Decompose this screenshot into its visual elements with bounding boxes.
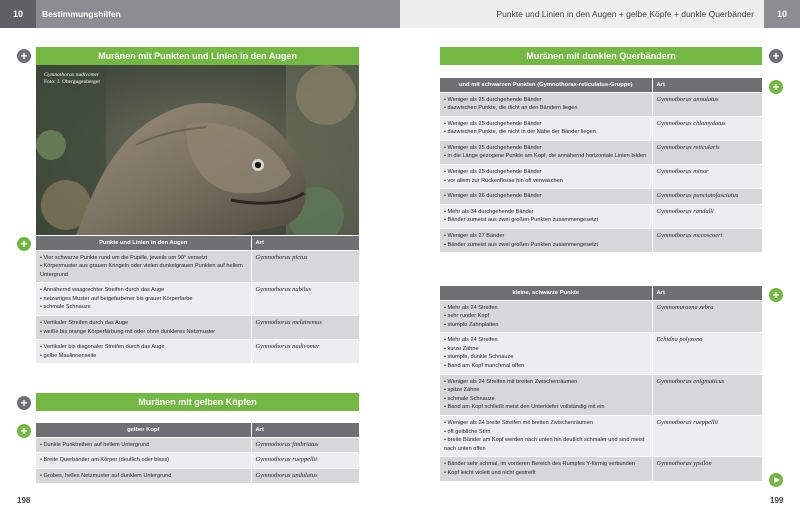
species-name: Gymnothorax nudivomer bbox=[251, 340, 359, 364]
species-name: Gymnothorax rueppellii bbox=[652, 416, 762, 457]
species-name: Gymnothorax ypsilon bbox=[652, 457, 762, 481]
left-header bbox=[0, 0, 400, 28]
column-header-species: Art bbox=[251, 423, 359, 437]
table-body bbox=[36, 437, 359, 483]
feature-item: • breite Bänder am Kopf werden nach unten hin deutlich schmaler und sind meist nach unten offen bbox=[444, 436, 648, 453]
feature-cell bbox=[440, 229, 652, 253]
feature-item: • gelbe Maulinnenseite bbox=[40, 352, 247, 361]
feature-item: • Weniger als 27 Bänder bbox=[444, 232, 648, 241]
left-page-number: 198 bbox=[17, 496, 31, 505]
feature-list bbox=[40, 286, 247, 312]
feature-item: • Mehr als 24 Streifen bbox=[444, 304, 648, 313]
feature-item: • sehr runder Kopf bbox=[444, 312, 648, 321]
species-name: Echidna polyzona bbox=[652, 333, 762, 374]
species-name: Gymnothorax chlamydatus bbox=[652, 116, 762, 140]
feature-item: • Weniger als 25 durchgehende Bänder bbox=[444, 96, 648, 105]
species-name: Gymnothorax randalli bbox=[652, 204, 762, 228]
feature-item: • Mehr als 34 durchgehende Bänder bbox=[444, 208, 648, 217]
feature-item: • Bänder zumeist aus zwei großen Punkten zusammengesetzt bbox=[444, 216, 648, 225]
bands-with-dots-table bbox=[440, 78, 763, 252]
photo-caption bbox=[44, 72, 100, 86]
feature-item: • Breite Querbänder am Körper (deutlich oder blass) bbox=[40, 456, 247, 465]
feature-list bbox=[40, 254, 247, 280]
feature-cell bbox=[440, 92, 652, 116]
table-row bbox=[36, 453, 359, 469]
table-row bbox=[440, 229, 762, 253]
table-row bbox=[440, 140, 762, 164]
feature-cell bbox=[36, 250, 251, 283]
photo-caption-credit: Foto: J. Obergugenberger bbox=[44, 79, 101, 85]
species-name: Gymnothorax fimbriatus bbox=[251, 437, 359, 453]
next-page-icon[interactable] bbox=[769, 473, 783, 487]
expand-plus-icon[interactable]: + bbox=[769, 80, 783, 94]
right-header-title: Punkte und Linien in den Augen + gelbe Köpfe + dunkle Querbänder bbox=[496, 9, 754, 19]
eye-markings-table bbox=[36, 236, 360, 363]
feature-item: • weiße bis orange Körperfärbung mit oder ohne dunkleres Netzmuster bbox=[40, 328, 247, 337]
species-name: Gymnothorax rueppellii bbox=[251, 453, 359, 469]
feature-list bbox=[444, 232, 648, 249]
feature-item: • Weniger als 24 Streifen mit breiten Zwischenräumen bbox=[444, 378, 648, 387]
feature-cell bbox=[440, 374, 652, 415]
feature-cell bbox=[36, 340, 251, 364]
feature-list bbox=[444, 144, 648, 161]
section-banner-yellow-heads: Muränen mit gelben Köpfen bbox=[36, 393, 359, 411]
feature-item: • stumpfe Zahnplatten bbox=[444, 321, 648, 330]
table-body bbox=[36, 250, 359, 363]
small-black-dots-table bbox=[440, 286, 763, 481]
left-chapter-number: 10 bbox=[0, 0, 36, 28]
expand-plus-icon[interactable]: + bbox=[17, 237, 31, 251]
feature-item: • Band am Kopf manchmal offen bbox=[444, 362, 648, 371]
feature-cell bbox=[440, 300, 652, 333]
feature-cell bbox=[440, 416, 652, 457]
table-row bbox=[36, 468, 359, 483]
feature-item: • Weniger als 25 durchgehende Bänder bbox=[444, 144, 648, 153]
right-chapter-number: 10 bbox=[764, 0, 800, 28]
feature-list bbox=[444, 336, 648, 370]
feature-item: • dazwischen Punkte, die nicht in der Nähe der Bänder liegen bbox=[444, 128, 648, 137]
species-name: Gymnothorax undulatus bbox=[251, 468, 359, 483]
feature-cell bbox=[36, 316, 251, 340]
species-name: Gymnothorax nubilus bbox=[251, 283, 359, 316]
table-row bbox=[36, 283, 359, 316]
feature-item: • Band am Kopf schließt meist den Unterkiefer vollständig mit ein bbox=[444, 403, 648, 412]
table-row bbox=[36, 340, 359, 364]
yellow-head-table bbox=[36, 423, 360, 483]
feature-item: • oft gelbliche Stirn bbox=[444, 428, 648, 437]
column-header-species: Art bbox=[251, 236, 359, 250]
feature-list bbox=[40, 319, 247, 336]
feature-item: • Weniger als 25 durchgehende Bänder bbox=[444, 168, 648, 177]
feature-item: • stumpfe, dunkle Schnauze bbox=[444, 353, 648, 362]
feature-list bbox=[444, 304, 648, 330]
feature-item: • Vertikaler Streifen durch das Auge bbox=[40, 319, 247, 328]
table-row bbox=[440, 416, 762, 457]
left-header-title: Bestimmungshilfen bbox=[42, 9, 121, 19]
table-row bbox=[440, 457, 762, 481]
feature-list bbox=[444, 460, 648, 477]
feature-item: • Grobes, helles Netzmuster auf dunklem Untergrund bbox=[40, 472, 247, 481]
species-name: Gymnothorax mccoscoeri bbox=[652, 229, 762, 253]
table-body bbox=[440, 92, 762, 252]
column-header-species: Art bbox=[652, 286, 762, 300]
feature-cell bbox=[440, 165, 652, 189]
species-name: Gymnothorax reticularis bbox=[652, 140, 762, 164]
species-name: Gymnothorax annulatus bbox=[652, 92, 762, 116]
feature-cell bbox=[440, 189, 652, 205]
feature-list bbox=[444, 96, 648, 113]
feature-item: • Bänder zumeist aus zwei großen Punkten zusammengesetzt bbox=[444, 241, 648, 250]
expand-plus-icon[interactable]: + bbox=[769, 49, 783, 63]
table-row bbox=[440, 300, 762, 333]
feature-item: • dazwischen Punkte, die dicht an den Bändern liegen bbox=[444, 104, 648, 113]
feature-list bbox=[444, 419, 648, 453]
feature-cell bbox=[440, 140, 652, 164]
feature-cell bbox=[36, 468, 251, 483]
species-name: Gymnothorax melatremus bbox=[251, 316, 359, 340]
feature-list bbox=[444, 208, 648, 225]
feature-item: • Mehr als 24 Streifen bbox=[444, 336, 648, 345]
expand-plus-icon[interactable]: + bbox=[17, 424, 31, 438]
column-header-features: und mit schwarzen Punkten (Gymnothorax-reticulatus-Gruppe) bbox=[440, 78, 652, 92]
table-body bbox=[440, 300, 762, 481]
column-header-features: kleine, schwarze Punkte bbox=[440, 286, 652, 300]
feature-item: • Weniger als 24 breite Streifen mit breiten Zwischenräumen bbox=[444, 419, 648, 428]
table-row bbox=[440, 165, 762, 189]
feature-list bbox=[40, 441, 247, 450]
table-row bbox=[36, 437, 359, 453]
table-row bbox=[440, 204, 762, 228]
moray-eel-illustration bbox=[36, 65, 359, 235]
feature-item: • Vertikaler bis diagonaler Streifen durch das Auge bbox=[40, 343, 247, 352]
expand-plus-icon[interactable]: + bbox=[17, 49, 31, 63]
feature-cell bbox=[440, 333, 652, 374]
feature-item: • netzartiges Muster auf beigefarbener bis grauer Körperfarbe bbox=[40, 295, 247, 304]
feature-cell bbox=[440, 204, 652, 228]
feature-item: • Annähernd waagrechter Streifen durch das Auge bbox=[40, 286, 247, 295]
feature-cell bbox=[440, 457, 652, 481]
feature-item: • schmale Schnauze bbox=[444, 395, 648, 404]
feature-cell bbox=[440, 116, 652, 140]
species-name: Gymnothorax punctatofasciatus bbox=[652, 189, 762, 205]
feature-list bbox=[444, 192, 648, 201]
feature-list bbox=[40, 343, 247, 360]
right-header bbox=[400, 0, 800, 28]
feature-item: • Vier schwarze Punkte rund um die Pupille, jeweils um 90° versetzt bbox=[40, 254, 247, 263]
table-row bbox=[440, 116, 762, 140]
column-header-features: Punkte und Linien in den Augen bbox=[36, 236, 251, 250]
photo-caption-species: Gymnothorax nudivomer bbox=[44, 72, 100, 78]
feature-item: • kurze Zähne bbox=[444, 345, 648, 354]
table-row bbox=[36, 250, 359, 283]
species-name: Gymnothorax minor bbox=[652, 165, 762, 189]
right-page-number: 199 bbox=[770, 496, 784, 505]
feature-item: • Bänder sehr schmal, im vorderen Bereich des Rumpfes Y-förmig verbunden bbox=[444, 460, 648, 469]
feature-item: • Dunkle Punktreihen auf hellem Untergrund bbox=[40, 441, 247, 450]
feature-item: • Körpermuster aus grauen Kringeln oder vielen dunkelgrauen Punkten auf hellem Untergrund bbox=[40, 262, 247, 279]
feature-cell bbox=[36, 283, 251, 316]
feature-item: • Kopf leicht violett und nicht gestreift bbox=[444, 469, 648, 478]
feature-list bbox=[444, 378, 648, 412]
table-row bbox=[440, 189, 762, 205]
feature-list bbox=[444, 168, 648, 185]
feature-item: • spitze Zähne bbox=[444, 386, 648, 395]
table-row bbox=[440, 374, 762, 415]
feature-item: • in die Länge gezogene Punkte am Kopf, die annähernd horizontale Linien bilden bbox=[444, 152, 648, 161]
section-banner-dark-bands: Muränen mit dunklen Querbändern bbox=[440, 47, 762, 65]
expand-plus-icon[interactable]: + bbox=[769, 288, 783, 302]
column-header-species: Art bbox=[652, 78, 762, 92]
section-banner-eye-markings: Muränen mit Punkten und Linien in den Augen bbox=[36, 47, 359, 65]
feature-list bbox=[444, 120, 648, 137]
feature-item: • schmale Schnauze bbox=[40, 303, 247, 312]
feature-item: • vor allem zur Rückenflosse hin oft verwaschen bbox=[444, 177, 648, 186]
moray-eel-photo bbox=[36, 65, 359, 235]
feature-item: • Weniger als 26 durchgehende Bänder bbox=[444, 192, 648, 201]
table-row bbox=[440, 92, 762, 116]
column-header-features: gelber Kopf bbox=[36, 423, 251, 437]
feature-cell bbox=[36, 453, 251, 469]
feature-list bbox=[40, 456, 247, 465]
expand-plus-icon[interactable]: + bbox=[17, 396, 31, 410]
feature-cell bbox=[36, 437, 251, 453]
table-row bbox=[440, 333, 762, 374]
feature-item: • Weniger als 25 durchgehende Bänder bbox=[444, 120, 648, 129]
species-name: Gymnothorax enigmaticus bbox=[652, 374, 762, 415]
species-name: Gymnothorax pictus bbox=[251, 250, 359, 283]
feature-list bbox=[40, 472, 247, 481]
species-name: Gymnomuraena zebra bbox=[652, 300, 762, 333]
table-row bbox=[36, 316, 359, 340]
